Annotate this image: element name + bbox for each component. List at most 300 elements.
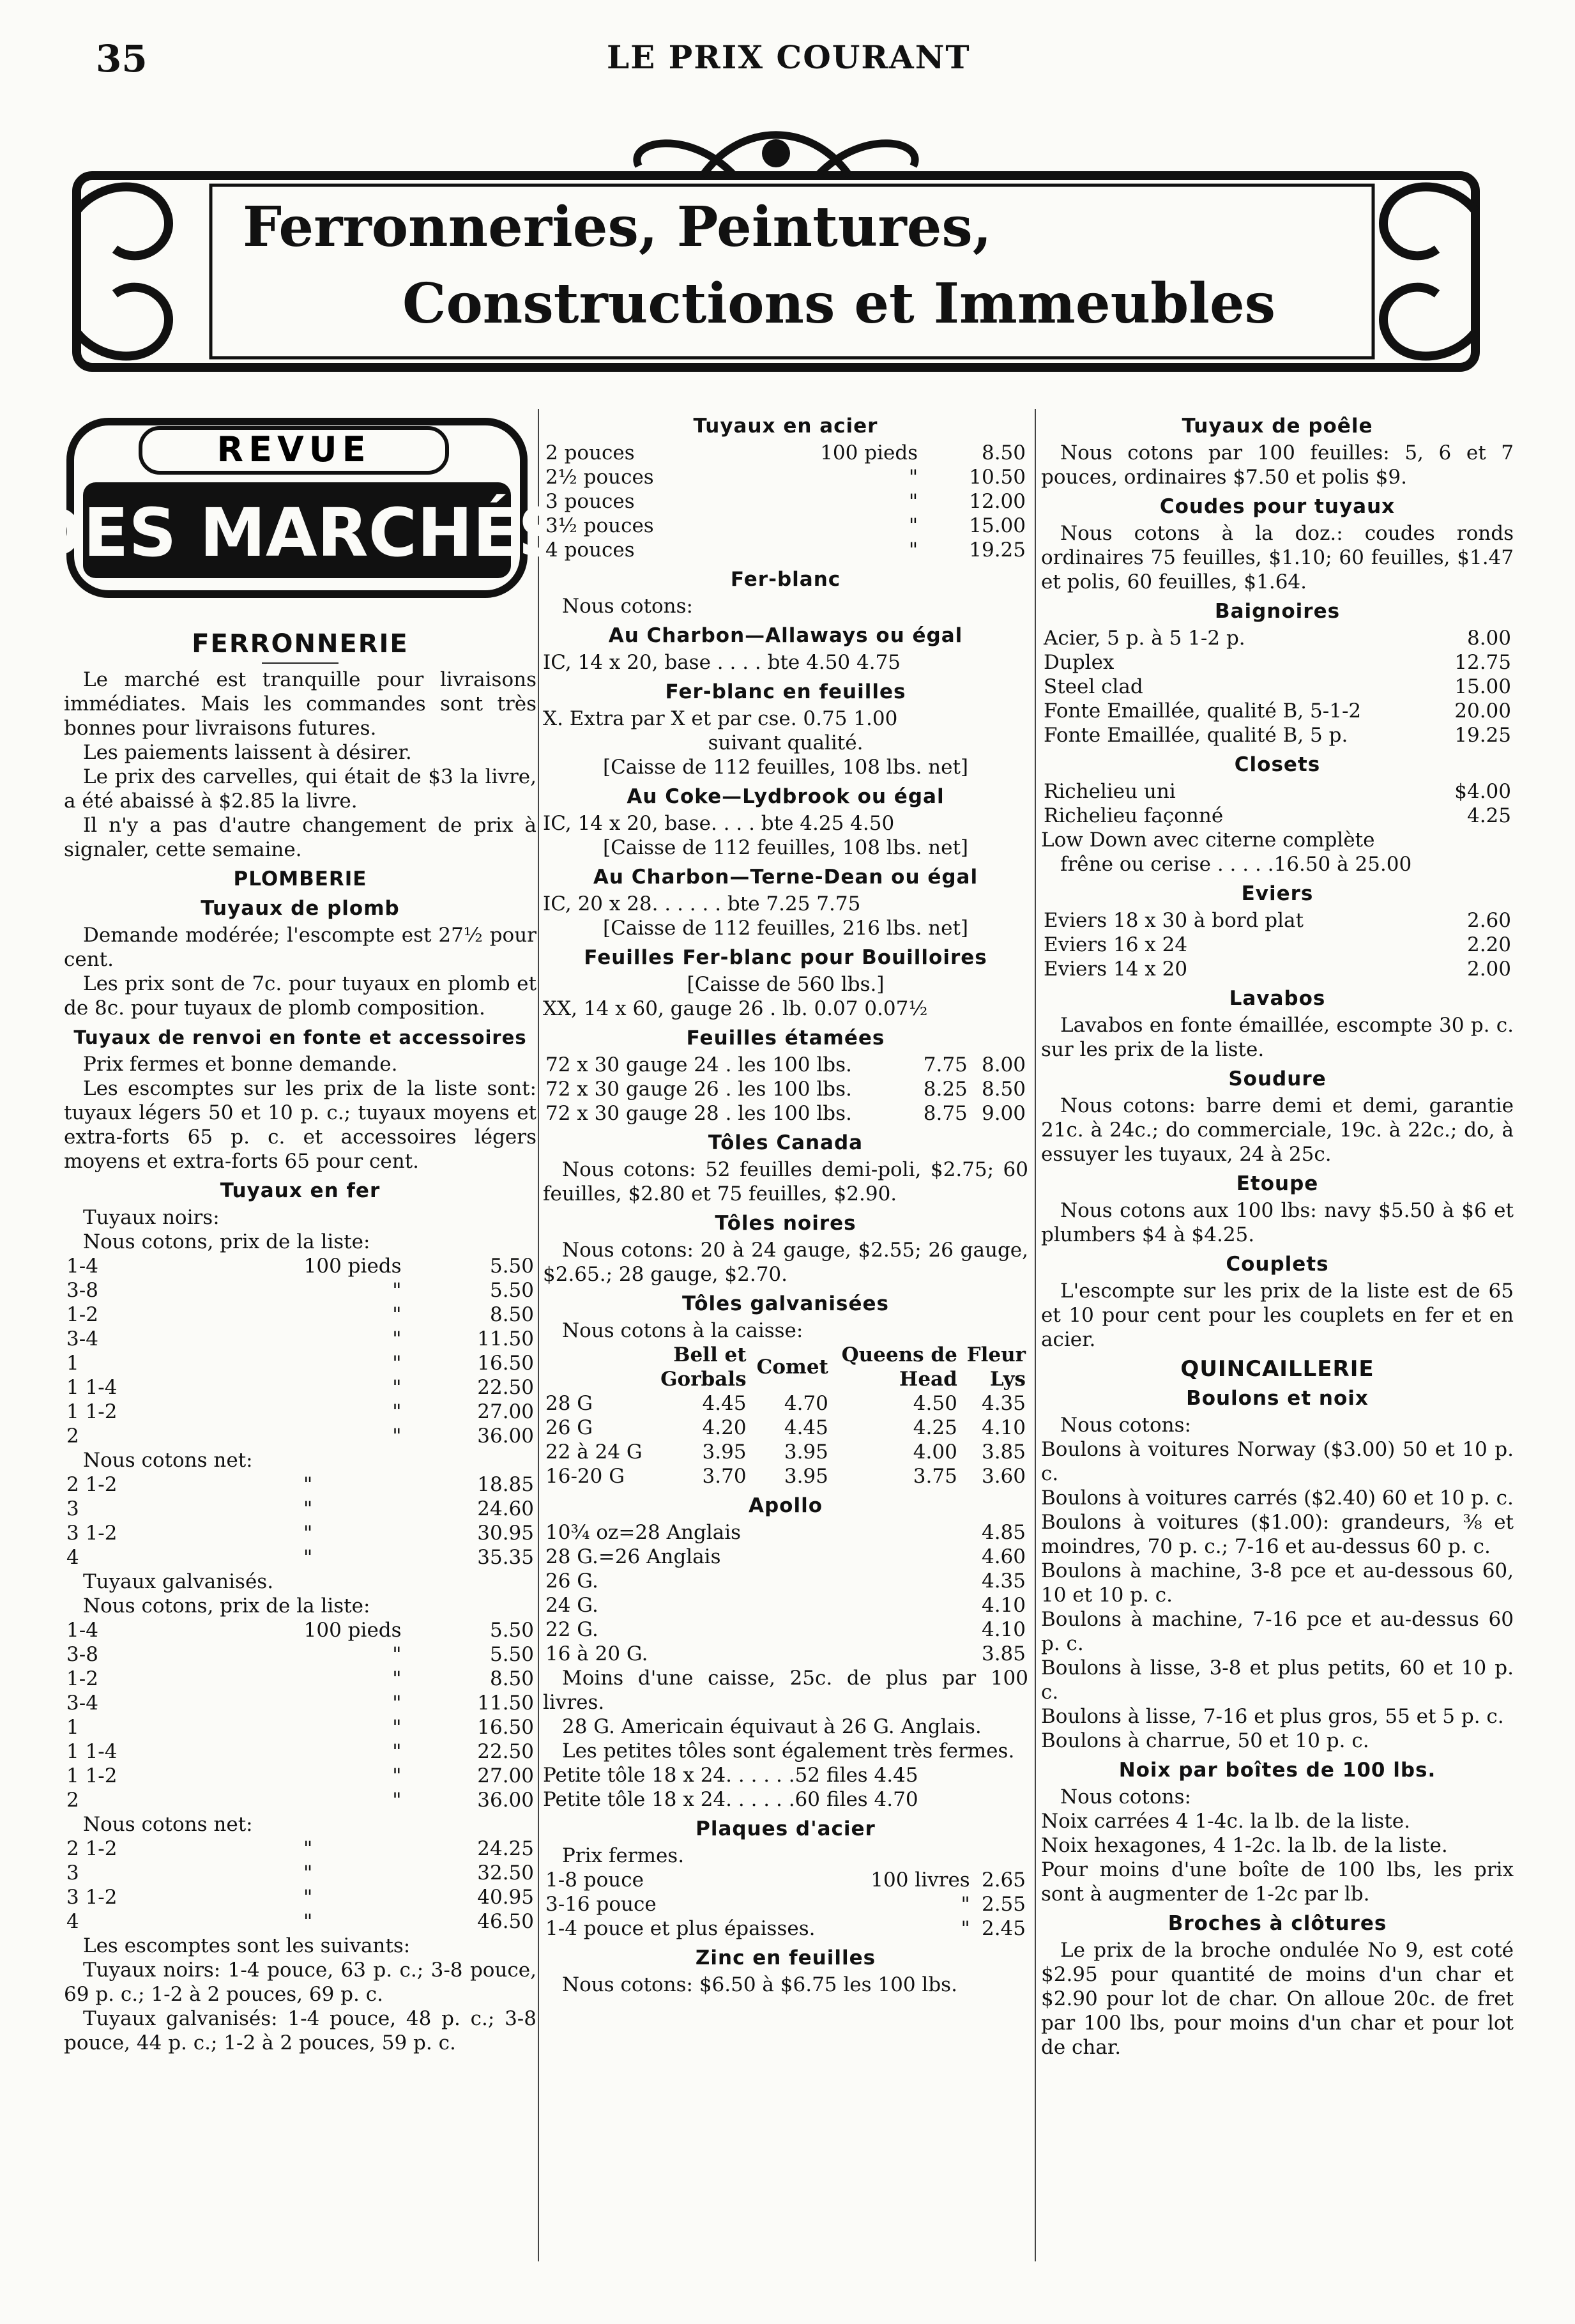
paragraph: Nous cotons: barre demi et demi, garantie 21c. à 24c.; do commerciale, 19c. à 22c.; do, à essuyer les tuyaux, 24 à 25c. <box>1041 1094 1514 1166</box>
table-cell: " <box>392 1327 402 1350</box>
heading-apollo: Apollo <box>748 1494 823 1517</box>
table-cell: " <box>392 1740 402 1763</box>
price-table <box>543 1053 1028 1126</box>
table-row <box>64 1472 536 1497</box>
paragraph: Nous cotons aux 100 lbs: navy $5.50 à $6 et plumbers $4 à $4.25. <box>1041 1199 1514 1246</box>
list-item: Boulons à voitures ($1.00): grandeurs, ⅜ et moindres, 70 p. c.; 7-16 et au-dessus 60 p. c. <box>1041 1511 1514 1558</box>
heading-bouilloires: Feuilles Fer-blanc pour Bouilloires <box>584 946 987 969</box>
table-cell: " <box>303 1837 313 1860</box>
table-cell: 1 1-2 <box>66 1764 118 1787</box>
table-row <box>543 1569 1028 1593</box>
table-cell: " <box>303 1910 313 1933</box>
table-cell: 16 à 20 G. <box>545 1642 648 1665</box>
price-line: XX, 14 x 60, gauge 26 . lb. 0.07 0.07½ <box>543 997 928 1020</box>
heading-tuyaux-fer: Tuyaux en fer <box>220 1179 381 1202</box>
table-row <box>543 1077 1028 1101</box>
table-row <box>64 1375 536 1400</box>
table-cell: 35.35 <box>477 1546 534 1569</box>
table-cell: 100 pieds <box>820 441 918 464</box>
bolt-list <box>1041 1437 1514 1753</box>
list-item: Boulons à lisse, 3-8 et plus petits, 60 et 10 p. c. <box>1041 1656 1514 1704</box>
table-cell: 28 G <box>545 1392 593 1415</box>
table-row <box>543 1545 1028 1569</box>
table-cell: 4.45 <box>784 1416 828 1439</box>
price-table <box>1041 626 1514 747</box>
paragraph: Nous cotons: 20 à 24 gauge, $2.55; 26 gauge, $2.65.; 28 gauge, $2.70. <box>543 1239 1028 1286</box>
list-item: Pour moins d'une boîte de 100 lbs, les prix sont à augmenter de 1-2c par lb. <box>1041 1858 1514 1906</box>
table-cell: 18.85 <box>477 1473 534 1496</box>
paragraph: Lavabos en fonte émaillée, escompte 30 p. c. sur les prix de la liste. <box>1041 1014 1514 1061</box>
column-header-text: Gorbals <box>660 1368 747 1391</box>
table-cell: 72 x 30 gauge 24 . les 100 lbs. <box>545 1053 852 1076</box>
table-cell: 2.20 <box>1466 933 1511 956</box>
price-table <box>64 1254 536 1448</box>
table-row <box>64 1351 536 1375</box>
table-cell: 22 à 24 G <box>545 1441 643 1464</box>
table-cell: 8.00 <box>1466 627 1511 650</box>
table-cell: 24.25 <box>477 1837 534 1860</box>
table-row <box>64 1861 536 1885</box>
table-row <box>1041 804 1514 828</box>
table-cell: 7.75 <box>923 1053 968 1076</box>
table-cell: 9.00 <box>981 1102 1026 1125</box>
table-cell: 40.95 <box>477 1886 534 1909</box>
table-cell: 26 G <box>545 1416 593 1439</box>
heading-lavabos: Lavabos <box>1229 987 1326 1010</box>
table-cell: 3.60 <box>981 1465 1026 1488</box>
list-item: Boulons à machine, 3-8 pce et au-dessous 60, 10 et 10 p. c. <box>1041 1559 1514 1607</box>
table-cell: 2.60 <box>1466 909 1511 932</box>
table-cell: 3 pouces <box>545 490 635 513</box>
paragraph: Le prix des carvelles, qui était de $3 la livre, a été abaissé à $2.85 la livre. <box>64 765 536 813</box>
table-cell: 11.50 <box>477 1692 534 1715</box>
table-row <box>543 1916 1028 1941</box>
table-row <box>543 1868 1028 1892</box>
price-table <box>543 441 1028 562</box>
heading-fer-blanc: Fer-blanc <box>730 568 841 591</box>
price-line: Petite tôle 18 x 24. . . . . .52 files 4.45 <box>543 1764 918 1787</box>
table-cell: 2 <box>66 1789 79 1812</box>
heading-fer-blanc-feuilles: Fer-blanc en feuilles <box>665 680 906 703</box>
paragraph: Le marché est tranquille pour livraisons immédiates. Mais les commandes sont très bonnes pour livraisons futures. <box>64 668 536 740</box>
list-item: Boulons à voitures Norway ($3.00) 50 et 10 p. c. <box>1041 1438 1514 1485</box>
table-row <box>543 538 1028 562</box>
heading-broches: Broches à clôtures <box>1168 1912 1387 1935</box>
label: Nous cotons net: <box>83 1813 253 1836</box>
table-cell: 8.50 <box>981 1078 1026 1101</box>
column-header-text: Queens de <box>841 1343 957 1366</box>
logo-top-text: REVUE <box>217 429 371 470</box>
table-cell: 3.95 <box>702 1441 747 1464</box>
note: [Caisse de 112 feuilles, 108 lbs. net] <box>602 836 969 859</box>
table-cell: 16.50 <box>477 1352 534 1375</box>
heading-baignoires: Baignoires <box>1214 600 1341 623</box>
table-row <box>64 1327 536 1351</box>
heading-tuyaux-renvoi: Tuyaux de renvoi en fonte et accessoires <box>73 1027 527 1048</box>
separator <box>262 662 339 664</box>
table-cell: " <box>392 1425 402 1448</box>
table-cell: 72 x 30 gauge 28 . les 100 lbs. <box>545 1102 852 1125</box>
running-title: LE PRIX COURANT <box>607 38 971 76</box>
table-cell: " <box>908 490 918 513</box>
price-line: Low Down avec citerne complète <box>1041 829 1375 852</box>
table-row <box>1041 699 1514 723</box>
table-row <box>64 1642 536 1667</box>
label: Nous cotons net: <box>83 1449 253 1472</box>
table-cell: 2 1-2 <box>66 1473 118 1496</box>
table-cell: Richelieu façonné <box>1044 804 1224 827</box>
table-cell: " <box>303 1886 313 1909</box>
table-row <box>64 1837 536 1861</box>
table-cell: 4.25 <box>913 1416 957 1439</box>
table-cell: 16-20 G <box>545 1465 625 1488</box>
label: Nous cotons, prix de la liste: <box>83 1230 370 1253</box>
heading-closets: Closets <box>1234 753 1321 776</box>
table-row <box>543 1520 1028 1545</box>
heading-noix: Noix par boîtes de 100 lbs. <box>1118 1759 1436 1782</box>
price-table <box>64 1472 536 1570</box>
table-cell: 3 1-2 <box>66 1522 118 1545</box>
table-row <box>543 1464 1028 1488</box>
heading-allaways: Au Charbon—Allaways ou égal <box>608 624 963 647</box>
heading-tuyaux-poele: Tuyaux de poêle <box>1182 415 1373 438</box>
table-cell: 4.00 <box>913 1441 957 1464</box>
page-header <box>0 13 1575 80</box>
table-cell: 36.00 <box>477 1425 534 1448</box>
table-cell: 30.95 <box>477 1522 534 1545</box>
table-row <box>64 1885 536 1909</box>
table-cell: " <box>908 466 918 489</box>
label: Nous cotons à la caisse: <box>562 1319 803 1342</box>
table-cell: " <box>392 1303 402 1326</box>
table-cell: $4.00 <box>1454 780 1511 803</box>
table-cell: 2½ pouces <box>545 466 654 489</box>
price-line: Petite tôle 18 x 24. . . . . .60 files 4.70 <box>543 1788 918 1811</box>
table-cell: 2 <box>66 1425 79 1448</box>
table-row <box>543 1617 1028 1642</box>
table-cell: 1-4 pouce et plus épaisses. <box>545 1917 816 1940</box>
table-cell: 3 <box>66 1861 79 1884</box>
table-cell: Eviers 14 x 20 <box>1044 958 1188 981</box>
table-cell: 1-4 <box>66 1619 98 1642</box>
table-cell: 4 <box>66 1910 79 1933</box>
table-cell: Richelieu uni <box>1044 780 1176 803</box>
label: Nous cotons: <box>562 595 693 618</box>
galvanized-table <box>543 1343 1028 1488</box>
table-cell: 3 1-2 <box>66 1886 118 1909</box>
table-cell: 8.50 <box>489 1303 534 1326</box>
table-cell: 3-8 <box>66 1279 98 1302</box>
table-row <box>64 1303 536 1327</box>
page-number: 35 <box>96 37 148 80</box>
table-row <box>64 1278 536 1303</box>
table-header-row <box>543 1343 1028 1391</box>
logo-bottom-text: DES MARCHÉS <box>28 494 566 572</box>
heading-toles-galvanisees: Tôles galvanisées <box>682 1292 889 1315</box>
table-row <box>64 1715 536 1739</box>
table-cell: 2.00 <box>1466 958 1511 981</box>
table-cell: 4.10 <box>981 1618 1026 1641</box>
heading-etoupe: Etoupe <box>1236 1172 1319 1195</box>
column-rule <box>538 409 539 2261</box>
banner-title-line1: Ferronneries, Peintures, <box>243 195 992 259</box>
table-cell: 4.45 <box>702 1392 747 1415</box>
paragraph: Le prix de la broche ondulée No 9, est coté $2.95 pour quantité de moins d'un char et $2.90 pour lot de char. On alloue 20c. de fret par 100 lbs, pour moins d'un char et pour lot de char. <box>1041 1939 1514 2059</box>
heading-eviers: Eviers <box>1241 882 1314 905</box>
table-cell: 11.50 <box>477 1327 534 1350</box>
heading-toles-canada: Tôles Canada <box>708 1131 864 1154</box>
table-row <box>64 1691 536 1715</box>
table-cell: 100 pieds <box>303 1255 402 1278</box>
paragraph: Nous cotons à la doz.: coudes ronds ordinaires 75 feuilles, $1.10; 60 feuilles, $1.47 et polis, 60 feuilles, $1.64. <box>1041 522 1514 593</box>
table-cell: " <box>961 1893 970 1916</box>
table-cell: 3-4 <box>66 1327 98 1350</box>
table-cell: " <box>303 1546 313 1569</box>
table-cell: " <box>908 514 918 537</box>
table-cell: 1 1-4 <box>66 1740 118 1763</box>
paragraph: Il n'y a pas d'autre changement de prix à signaler, cette semaine. <box>64 814 536 861</box>
table-row <box>64 1521 536 1545</box>
table-cell: 4.35 <box>981 1570 1026 1593</box>
heading-lydbrook: Au Coke—Lydbrook ou égal <box>627 785 945 808</box>
table-row <box>543 489 1028 514</box>
table-cell: 22.50 <box>477 1740 534 1763</box>
table-cell: 46.50 <box>477 1910 534 1933</box>
banner-title-line2: Constructions et Immeubles <box>402 271 1276 336</box>
table-cell: 4.25 <box>1466 804 1511 827</box>
heading-soudure: Soudure <box>1228 1067 1327 1090</box>
table-cell: 27.00 <box>477 1400 534 1423</box>
price-line: IC, 20 x 28. . . . . . bte 7.25 7.75 <box>543 892 861 915</box>
table-cell: " <box>392 1376 402 1399</box>
column-header-text: Head <box>899 1368 957 1391</box>
table-cell: 8.50 <box>489 1667 534 1690</box>
heading-ferronnerie: FERRONNERIE <box>192 629 409 659</box>
table-row <box>64 1618 536 1642</box>
table-cell: 8.75 <box>923 1102 968 1125</box>
table-cell: Eviers 16 x 24 <box>1044 933 1188 956</box>
note: [Caisse de 560 lbs.] <box>687 973 885 996</box>
table-cell: 5.50 <box>489 1643 534 1666</box>
table-cell: " <box>392 1789 402 1812</box>
table-cell: 3.70 <box>702 1465 747 1488</box>
list-item: Noix carrées 4 1-4c. la lb. de la liste. <box>1041 1810 1410 1833</box>
heading-couplets: Couplets <box>1226 1253 1329 1276</box>
table-cell: " <box>392 1400 402 1423</box>
paragraph: Demande modérée; l'escompte est 27½ pour cent. <box>64 924 536 971</box>
table-row <box>543 1440 1028 1464</box>
price-table <box>1041 908 1514 981</box>
table-cell: 8.50 <box>981 441 1026 464</box>
table-cell: 5.50 <box>489 1255 534 1278</box>
table-cell: " <box>392 1643 402 1666</box>
paragraph: Prix fermes et bonne demande. <box>83 1053 398 1076</box>
table-cell: 19.25 <box>1454 724 1511 747</box>
heading-boulons: Boulons et noix <box>1186 1387 1369 1410</box>
heading-coudes: Coudes pour tuyaux <box>1159 495 1396 518</box>
paragraph: Les escomptes sur les prix de la liste sont: tuyaux légers 50 et 10 p. c.; tuyaux moyens et extra-forts 65 p. c. et accessoires légers moyens et extra-forts 65 pour cent. <box>64 1077 536 1173</box>
table-cell: 5.50 <box>489 1619 534 1642</box>
price-table <box>1041 779 1514 828</box>
paragraph: Tuyaux galvanisés: 1-4 pouce, 48 p. c.; 3-8 pouce, 44 p. c.; 1-2 à 2 pouces, 59 p. c. <box>64 2007 536 2054</box>
table-cell: 4 pouces <box>545 539 635 562</box>
table-row <box>1041 675 1514 699</box>
table-cell: 3½ pouces <box>545 514 654 537</box>
price-line: frêne ou cerise . . . . .16.50 à 25.00 <box>1060 853 1412 876</box>
table-cell: 20.00 <box>1454 699 1511 722</box>
table-cell: 5.50 <box>489 1279 534 1302</box>
price-table <box>64 1837 536 1934</box>
table-cell: 4.10 <box>981 1594 1026 1617</box>
label: Prix fermes. <box>562 1844 685 1867</box>
paragraph: Les prix sont de 7c. pour tuyaux en plomb et de 8c. pour tuyaux de plomb composition. <box>64 972 536 1020</box>
table-cell: Fonte Emaillée, qualité B, 5-1-2 <box>1044 699 1362 722</box>
table-row <box>543 1416 1028 1440</box>
table-cell: " <box>303 1861 313 1884</box>
table-cell: 1 1-2 <box>66 1400 118 1423</box>
table-cell: 3.75 <box>913 1465 957 1488</box>
table-cell: Steel clad <box>1044 675 1143 698</box>
table-cell: 4.35 <box>981 1392 1026 1415</box>
table-cell: 22 G. <box>545 1618 598 1641</box>
price-line: IC, 14 x 20, base . . . . bte 4.50 4.75 <box>543 651 901 674</box>
column-header <box>960 1343 1028 1391</box>
table-cell: 12.00 <box>969 490 1026 513</box>
column-header-text: Fleur <box>966 1343 1026 1366</box>
paragraph: L'escompte sur les prix de la liste est de 65 et 10 pour cent pour les couplets en fer et en acier. <box>1041 1280 1514 1351</box>
table-row <box>543 441 1028 465</box>
table-cell: 15.00 <box>1454 675 1511 698</box>
table-cell: 3.85 <box>981 1441 1026 1464</box>
table-row <box>543 1642 1028 1666</box>
table-cell: 1-4 <box>66 1255 98 1278</box>
table-cell: 2 pouces <box>545 441 635 464</box>
column-right <box>1041 409 1514 2060</box>
heading-quincaillerie: QUINCAILLERIE <box>1180 1356 1374 1382</box>
heading-tuyaux-acier: Tuyaux en acier <box>693 415 878 438</box>
table-row <box>1041 908 1514 933</box>
table-cell: Fonte Emaillée, qualité B, 5 p. <box>1044 724 1348 747</box>
table-row <box>1041 957 1514 981</box>
table-cell: 16.50 <box>477 1716 534 1739</box>
table-cell: Acier, 5 p. à 5 1-2 p. <box>1044 627 1245 650</box>
table-cell: 4.20 <box>702 1416 747 1439</box>
table-cell: 3 <box>66 1497 79 1520</box>
table-cell: 3-8 <box>66 1643 98 1666</box>
table-cell: " <box>392 1716 402 1739</box>
table-cell: 3-4 <box>66 1692 98 1715</box>
column-header <box>831 1343 960 1391</box>
table-row <box>64 1545 536 1570</box>
table-row <box>64 1400 536 1424</box>
table-cell: Eviers 18 x 30 à bord plat <box>1044 909 1304 932</box>
table-cell: " <box>303 1497 313 1520</box>
table-cell: 72 x 30 gauge 26 . les 100 lbs. <box>545 1078 852 1101</box>
table-row <box>64 1424 536 1448</box>
list-item: Boulons à machine, 7-16 pce et au-dessus 60 p. c. <box>1041 1608 1514 1655</box>
table-row <box>64 1497 536 1521</box>
price-line: IC, 14 x 20, base. . . . bte 4.25 4.50 <box>543 812 895 835</box>
paragraph: Tuyaux noirs: 1-4 pouce, 63 p. c.; 3-8 pouce, 69 p. c.; 1-2 à 2 pouces, 69 p. c. <box>64 1959 536 2006</box>
table-row <box>1041 650 1514 675</box>
list-item: Boulons à charrue, 50 et 10 p. c. <box>1041 1729 1369 1752</box>
revue-des-marches-logo <box>28 409 566 600</box>
paragraph: Les paiements laissent à désirer. <box>83 741 412 764</box>
table-cell: 10.50 <box>969 466 1026 489</box>
table-cell: 22.50 <box>477 1376 534 1399</box>
column-header <box>651 1343 749 1391</box>
table-row <box>543 1101 1028 1126</box>
table-cell: 10¾ oz=28 Anglais <box>545 1521 742 1544</box>
label: Nous cotons: <box>1060 1785 1191 1808</box>
table-row <box>543 465 1028 489</box>
heading-plaques-acier: Plaques d'acier <box>696 1817 876 1840</box>
table-cell: 1-2 <box>66 1667 98 1690</box>
table-cell: 15.00 <box>969 514 1026 537</box>
table-cell: 36.00 <box>477 1789 534 1812</box>
table-cell: " <box>908 539 918 562</box>
table-row <box>543 1892 1028 1916</box>
label: Nous cotons, prix de la liste: <box>83 1594 370 1617</box>
label: Tuyaux noirs: <box>83 1206 220 1229</box>
table-cell: 2 1-2 <box>66 1837 118 1860</box>
heading-zinc: Zinc en feuilles <box>695 1946 876 1969</box>
table-cell: " <box>303 1522 313 1545</box>
column-left <box>28 409 566 2055</box>
note: [Caisse de 112 feuilles, 216 lbs. net] <box>602 917 969 940</box>
table-cell: 4.50 <box>913 1392 957 1415</box>
price-table <box>64 1618 536 1812</box>
table-cell: 4.10 <box>981 1416 1026 1439</box>
table-row <box>64 1667 536 1691</box>
label: Tuyaux galvanisés. <box>83 1570 274 1593</box>
table-cell: 3.85 <box>981 1642 1026 1665</box>
table-cell: " <box>392 1352 402 1375</box>
table-row <box>1041 626 1514 650</box>
table-cell: 24 G. <box>545 1594 598 1617</box>
heading-feuilles-etamees: Feuilles étamées <box>686 1027 885 1050</box>
table-cell: 3.95 <box>784 1441 828 1464</box>
table-row <box>64 1739 536 1764</box>
table-cell: 26 G. <box>545 1570 598 1593</box>
table-cell: " <box>961 1917 970 1940</box>
table-cell: 1 1-4 <box>66 1376 118 1399</box>
table-cell: 12.75 <box>1454 651 1511 674</box>
paragraph: Moins d'une caisse, 25c. de plus par 100 livres. <box>543 1667 1028 1714</box>
price-table <box>543 1868 1028 1941</box>
table-row <box>64 1254 536 1278</box>
table-row <box>543 514 1028 538</box>
table-row <box>543 1593 1028 1617</box>
list-item: Boulons à lisse, 7-16 et plus gros, 55 et 5 p. c. <box>1041 1705 1504 1728</box>
paragraph: Nous cotons: 52 feuilles demi-poli, $2.75; 60 feuilles, $2.80 et 75 feuilles, $2.90. <box>543 1158 1028 1205</box>
paragraph: Nous cotons: $6.50 à $6.75 les 100 lbs. <box>562 1973 957 1996</box>
table-cell: 2.55 <box>981 1893 1026 1916</box>
table-cell: Duplex <box>1044 651 1115 674</box>
list-item: Boulons à voitures carrés ($2.40) 60 et 10 p. c. <box>1041 1487 1514 1510</box>
price-line: X. Extra par X et par cse. 0.75 1.00 <box>543 707 898 730</box>
label: Les escomptes sont les suivants: <box>83 1934 411 1957</box>
table-cell: 1-8 pouce <box>545 1869 644 1892</box>
label: Nous cotons: <box>1060 1414 1191 1437</box>
table-cell: 8.25 <box>923 1078 968 1101</box>
table-cell: 4.60 <box>981 1545 1026 1568</box>
table-cell: 3.95 <box>784 1465 828 1488</box>
table-cell: 1-2 <box>66 1303 98 1326</box>
table-cell: 32.50 <box>477 1861 534 1884</box>
table-cell: 3-16 pouce <box>545 1893 657 1916</box>
note: [Caisse de 112 feuilles, 108 lbs. net] <box>602 756 969 779</box>
